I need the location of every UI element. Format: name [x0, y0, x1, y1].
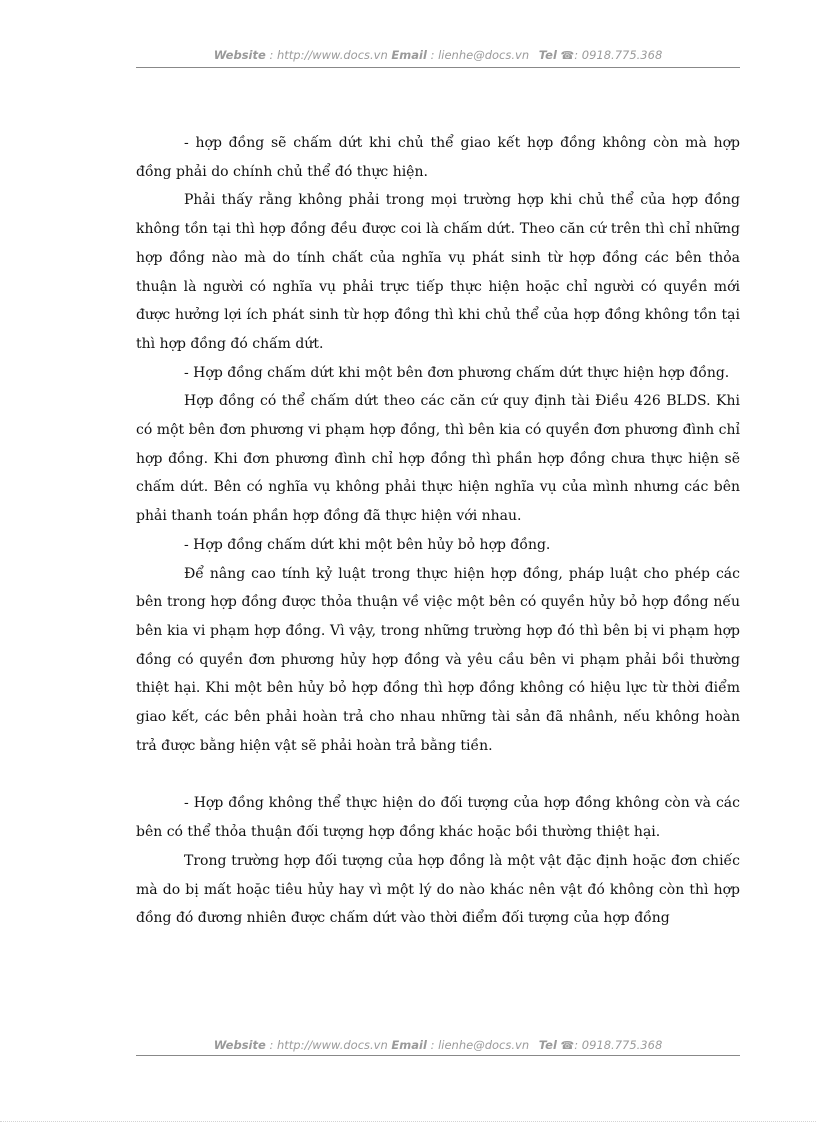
paragraph: - Hợp đồng chấm dứt khi một bên hủy bỏ hợp đồng.	[184, 536, 551, 553]
paragraph: Để nâng cao tính kỷ luật trong thực hiện hợp đồng, pháp luật cho phép các bên trong hợp đồng được thỏa thuận về việc một bên có quyền hủy bỏ hợp đồng nếu bên kia vi phạm hợp đồng. Vì vậy, trong những trường hợp đó thì bên bị vi phạm hợp đồng có quyền đơn phương hủy hợp đồng và yêu cầu bên vi phạm phải bồi thường thiệt hại. Khi một bên hủy bỏ hợp đồng thì hợp đồng không có hiệu lực từ thời điểm giao kết, các bên phải hoàn trả cho nhau những tài sản đã nhânh, nếu không hoàn trả được bằng hiện vật sẽ phải hoàn trả bằng tiền.	[136, 565, 740, 754]
paragraph: - Hợp đồng không thể thực hiện do đối tượng của hợp đồng không còn và các bên có thể thỏa thuận đối tượng hợp đồng khác hoặc bồi thường thiệt hại.	[136, 795, 740, 841]
footer-website-label: Website	[213, 1038, 266, 1052]
footer-tel-label: Tel	[538, 1038, 557, 1052]
paragraph: Phải thấy rằng không phải trong mọi trường hợp khi chủ thể của hợp đồng không tồn tại thì hợp đồng đều được coi là chấm dứt. Theo căn cứ trên thì chỉ những hợp đồng nào mà do tính chất của nghĩa vụ phát sinh từ hợp đồng các bên thỏa thuận là người có nghĩa vụ phải trực tiếp thực hiện hoặc chỉ người có quyền mới được hưởng lợi ích phát sinh từ hợp đồng thì khi chủ thể của hợp đồng không tồn tại thì hợp đồng đó chấm dứt.	[136, 192, 740, 352]
footer-email-link[interactable]: : lienhe@docs.vn	[430, 1038, 530, 1052]
header-website-label: Website	[213, 48, 266, 62]
phone-icon: ☎	[560, 1039, 575, 1052]
phone-icon: ☎	[560, 49, 575, 62]
document-body	[136, 129, 740, 933]
page-footer	[136, 1038, 740, 1052]
footer-website-link[interactable]: : http://www.docs.vn	[269, 1038, 388, 1052]
page-bottom-edge	[0, 1121, 816, 1122]
header-tel-value: : 0918.775.368	[574, 48, 663, 62]
paragraph: - Hợp đồng chấm dứt khi một bên đơn phương chấm dứt thực hiện hợp đồng.	[184, 364, 730, 381]
footer-tel-value: : 0918.775.368	[574, 1038, 663, 1052]
paragraph: Trong trường hợp đối tượng của hợp đồng là một vật đặc định hoặc đơn chiếc mà do bị mất hoặc tiêu hủy hay vì một lý do nào khác nên vật đó không còn thì hợp đồng đó đương nhiên được chấm dứt vào thời điểm đối tượng của hợp đồng	[136, 852, 740, 927]
page-header	[136, 48, 740, 62]
header-email-label: Email	[391, 48, 427, 62]
footer-rule	[136, 1055, 740, 1056]
header-tel-label: Tel	[538, 48, 557, 62]
paragraph: - hợp đồng sẽ chấm dứt khi chủ thể giao kết hợp đồng không còn mà hợp đồng phải do chính chủ thể đó thực hiện.	[136, 135, 740, 180]
footer-email-label: Email	[391, 1038, 427, 1052]
header-website-link[interactable]: : http://www.docs.vn	[269, 48, 388, 62]
header-email-link[interactable]: : lienhe@docs.vn	[430, 48, 530, 62]
paragraph: Hợp đồng có thể chấm dứt theo các căn cứ quy định tài Điều 426 BLDS. Khi có một bên đơn phương vi phạm hợp đồng, thì bên kia có quyền đơn phương đình chỉ hợp đồng. Khi đơn phương đình chỉ hợp đồng thì phần hợp đồng chưa thực hiện sẽ chấm dứt. Bên có nghĩa vụ không phải thực hiện nghĩa vụ của mình nhưng các bên phải thanh toán phần hợp đồng đã thực hiện với nhau.	[136, 393, 740, 525]
header-rule	[136, 67, 740, 68]
